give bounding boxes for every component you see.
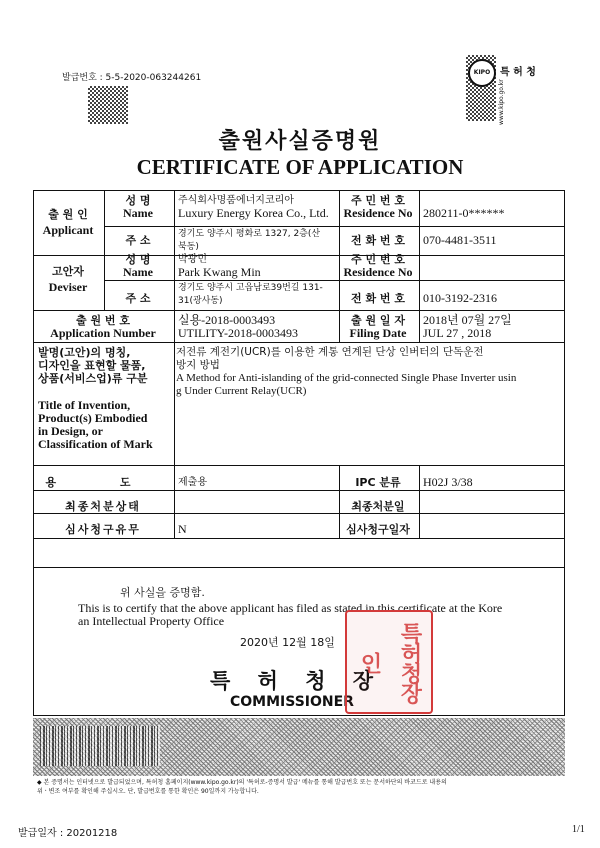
barcode-icon <box>40 726 160 766</box>
certify-ko: 위 사실을 증명함. <box>120 586 205 599</box>
invention-label-en-3: in Design, or <box>38 424 104 438</box>
office-en: COMMISSIONER <box>230 694 354 710</box>
office-ko: 특 허 청 장 <box>210 669 384 693</box>
applicant-name-label <box>103 194 173 220</box>
applicant-label-ko: 출 원 인 <box>48 208 88 221</box>
filing-date-label-en: Filing Date <box>349 326 407 340</box>
deviser-res-label-ko: 주 민 번 호 <box>351 253 405 266</box>
invention-title-ko-2: 방지 방법 <box>176 359 220 371</box>
applicant-res-label-en: Residence No <box>343 206 413 220</box>
exam-request-value: N <box>178 522 187 536</box>
deviser-tel: 010-3192-2316 <box>423 291 497 305</box>
filing-date <box>423 314 563 340</box>
issue-date: 발급일자 : 20201218 <box>18 828 118 839</box>
title-en: CERTIFICATE OF APPLICATION <box>136 155 464 179</box>
deviser-label-en: Deviser <box>48 280 88 294</box>
applicant-name-label-en: Name <box>123 206 153 220</box>
title-of-invention <box>176 346 564 398</box>
invention-title-en-2: g Under Current Relay(UCR) <box>176 385 307 397</box>
applicant-name-label-ko: 성 명 <box>125 194 151 207</box>
deviser-tel-label: 전 화 번 호 <box>351 292 405 305</box>
deviser-res-label-en: Residence No <box>343 265 413 279</box>
filing-date-en: JUL 27 , 2018 <box>423 326 492 340</box>
application-number <box>178 314 338 340</box>
official-seal-icon <box>345 610 433 714</box>
exam-request-date-label: 심사청구일자 <box>346 523 410 536</box>
notice-line1: ◆ 본 증명서는 인터넷으로 발급되었으며, 특허청 홈페이지(www.kipo.go.kr)의 '특허로-증명서 발급' 메뉴를 통해 발급번호 또는 문서하단의 바코드로 내용의 <box>37 779 447 786</box>
applicant-address-line1: 경기도 양주시 평화로 1327, 2층(산 <box>178 229 321 239</box>
invention-label-en-4: Classification of Mark <box>38 437 153 451</box>
invention-label-ko-2: 디자인을 표현할 물품, <box>38 359 146 372</box>
certify-en-line2: an Intellectual Property Office <box>78 614 225 628</box>
application-number-en: UTILITY-2018-0003493 <box>178 326 298 340</box>
kipo-logo <box>466 55 542 127</box>
kipo-name: 특 허 청 <box>500 67 536 78</box>
final-date-label: 최종처분일 <box>351 500 405 513</box>
applicant-res-label <box>338 194 418 220</box>
applicant-tel: 070-4481-3511 <box>423 233 497 247</box>
deviser-address-line1: 경기도 양주시 고읍남로39번길 131- <box>178 283 323 293</box>
deviser-name <box>178 253 338 279</box>
deviser-label-ko: 고안자 <box>52 265 84 278</box>
applicant-tel-label: 전 화 번 호 <box>351 234 405 247</box>
deviser-address <box>178 282 338 308</box>
ipc-label: IPC 분류 <box>355 476 401 489</box>
applicant-address <box>178 228 338 254</box>
usage-label: 용 도 <box>45 476 161 489</box>
invention-label-ko-3: 상품(서비스업)류 구분 <box>38 372 148 385</box>
kipo-url: www.kipo.go.kr <box>498 79 505 125</box>
issue-number: 발급번호 : 5-5-2020-063244261 <box>62 73 202 83</box>
notice <box>37 778 565 796</box>
filing-date-label <box>338 314 418 340</box>
application-number-label <box>33 314 173 340</box>
application-number-label-en: Application Number <box>50 326 156 340</box>
application-number-ko: 실용-2018-0003493 <box>178 313 276 327</box>
applicant-section-label <box>33 208 103 237</box>
applicant-address-label: 주 소 <box>125 234 151 247</box>
deviser-name-label-en: Name <box>123 265 153 279</box>
exam-request-label: 심사청구유무 <box>65 523 141 536</box>
applicant-name-ko: 주식회사명품에너지코리아 <box>178 195 294 206</box>
usage-value: 제출용 <box>178 477 207 488</box>
title-ko: 출원사실증명원 <box>218 129 382 154</box>
applicant-name-en: Luxury Energy Korea Co., Ltd. <box>178 206 329 220</box>
seal-text: 특허청장인 <box>357 622 422 702</box>
invention-label-en-1: Title of Invention, <box>38 398 131 412</box>
applicant-label-en: Applicant <box>42 223 94 237</box>
deviser-address-label: 주 소 <box>125 292 151 305</box>
invention-title-ko-1: 저전류 계전기(UCR)를 이용한 계통 연계된 단상 인버터의 단독운전 <box>176 346 484 358</box>
filing-date-ko: 2018년 07월 27일 <box>423 313 512 327</box>
filing-date-label-ko: 출 원 일 자 <box>351 314 405 327</box>
ipc-value: H02J 3/38 <box>423 475 473 489</box>
final-status-label: 최종처분상태 <box>65 500 141 513</box>
deviser-address-line2: 31(광사동) <box>178 296 223 306</box>
deviser-name-label-ko: 성 명 <box>125 253 151 266</box>
applicant-res-label-ko: 주 민 번 호 <box>351 194 405 207</box>
kipo-logo-ring: KIPO <box>468 59 496 87</box>
application-number-label-ko: 출 원 번 호 <box>76 314 130 327</box>
notice-line2: 위ㆍ변조 여부를 확인해 주십시오. 단, 발급번호를 통한 확인은 90일까지 가능합니다. <box>37 788 259 795</box>
invention-label-en-2: Product(s) Embodied <box>38 411 148 425</box>
deviser-section-label <box>33 265 103 294</box>
deviser-name-label <box>103 253 173 279</box>
applicant-name <box>178 194 338 220</box>
deviser-name-en: Park Kwang Min <box>178 265 261 279</box>
title-of-invention-label <box>38 346 174 451</box>
certify-en <box>78 602 558 628</box>
deviser-name-ko: 박광민 <box>178 254 207 265</box>
deviser-res-label <box>338 253 418 279</box>
invention-title-en-1: A Method for Anti-islanding of the grid-connected Single Phase Inverter usin <box>176 372 517 384</box>
certify-date: 2020년 12월 18일 <box>240 636 335 649</box>
qr-code <box>88 86 128 124</box>
certify-en-line1: This is to certify that the above applicant has filed as stated in this certificate at the Kore <box>78 601 503 615</box>
invention-label-ko-1: 발명(고안)의 명칭, <box>38 346 131 359</box>
applicant-address-line2: 북동) <box>178 242 199 252</box>
applicant-residence-no: 280211-0****** <box>423 206 505 220</box>
page-number: 1/1 <box>572 824 585 835</box>
